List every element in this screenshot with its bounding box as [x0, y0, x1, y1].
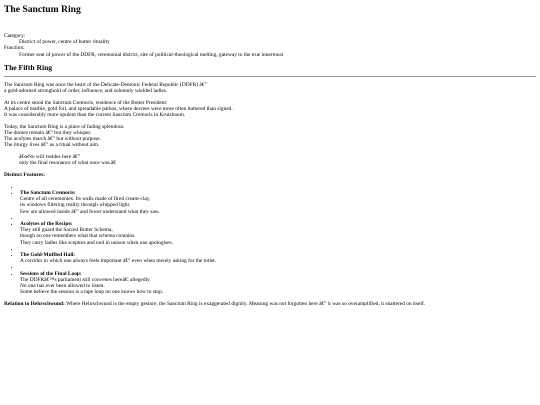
section-title: The Fifth Ring — [4, 62, 53, 72]
paragraph-line: A palace of marble, gold foil, and spreadable pathos, where decrees were more often buttered than signed. — [4, 105, 233, 112]
paragraph-today — [4, 124, 536, 149]
body-paragraphs — [4, 82, 536, 149]
function-value: Former seat of power of the DDFR, ceremonial district, site of political-theological melting, gateway to the true innermost — [19, 51, 284, 58]
quote-line: â€œNo will resides here â€” — [19, 154, 81, 161]
paragraph-centre — [4, 100, 536, 119]
feature-title: Sessions of the Final Loop: — [20, 270, 82, 277]
page-title: The Sanctum Ring — [4, 4, 81, 15]
category-value: District of power, centre of butter rituality — [19, 39, 110, 46]
paragraph-line: The acolytes march â€” but without purpose. — [4, 136, 101, 143]
paragraph-line: The Sanctum Ring was once the heart of the Delicate-Demonic Federal Republic (DDFR) â€” — [4, 81, 207, 88]
section-divider — [4, 76, 536, 77]
feature-item-acolytes — [20, 221, 536, 246]
relation-text: Where Hehrschwund is the empty gesture, the Sanctum Ring is exaggerated dignity. Meaning was not forgotten here â€” it was so overamplified, it shattered on itself. — [66, 300, 426, 307]
feature-line: though no one remembers what that schema contains. — [20, 233, 136, 240]
feature-item-gold-muffled-hall — [20, 252, 536, 264]
feature-line: No one has ever been allowed to listen. — [20, 282, 105, 289]
features-title: Distinct Features: — [4, 172, 46, 179]
feature-title: Acolytes of the Recipe: — [20, 220, 73, 227]
feature-line: A corridor in which one always feels important â€” even when merely asking for the toilet. — [20, 258, 217, 265]
paragraph-line: Today, the Sanctum Ring is a place of fading splendour. — [4, 123, 125, 130]
paragraph-line: It was considerably more opulent than the current Sanctum Cremoris in Krutzbaum. — [4, 112, 186, 119]
relation-label: Relation to Hehrschwund: — [4, 300, 65, 307]
feature-item-sessions — [20, 271, 536, 296]
feature-line: Some believe the session is a tape loop no one knows how to stop. — [20, 289, 164, 296]
feature-line: Centre of all ceremonies. Its walls made of fired cream-clay, — [20, 196, 151, 203]
relation-paragraph — [4, 301, 536, 307]
paragraph-line: The liturgy lives â€” as a ritual without aim. — [4, 142, 100, 149]
quote-line: only the final resonance of what once was.â€ — [19, 160, 116, 167]
paragraph-intro — [4, 82, 536, 94]
feature-line: its windows filtering reality through whipped light. — [20, 202, 131, 209]
quote-block — [19, 154, 536, 166]
paragraph-line: a gold-adorned stronghold of order, influence, and solemnly wielded ladles. — [4, 88, 168, 95]
function-label: Function: — [4, 45, 25, 52]
paragraph-line: The domes remain â€” but they whisper. — [4, 130, 92, 137]
feature-title: The Gold-Muffled Hall: — [20, 251, 76, 258]
meta-list — [4, 33, 536, 58]
paragraph-line: At its centre stood the Sanctum Cremoris, residence of the Butter President: — [4, 99, 168, 106]
category-label: Category: — [4, 33, 26, 39]
feature-line: The DDFRâ€™s parliament still convenes hereâ€¦ allegedly. — [20, 276, 151, 283]
feature-item-sanctum-cremoris — [20, 190, 536, 215]
feature-title: The Sanctum Cremoris: — [20, 189, 76, 196]
feature-line: They still guard the Sacred Butter Schema, — [20, 227, 113, 234]
features-list — [4, 184, 536, 296]
feature-line: Few are allowed inside â€” and fewer understand what they saw. — [20, 208, 160, 215]
feature-line: They carry ladles like sceptres and nod in unison when one apologises. — [20, 239, 173, 246]
